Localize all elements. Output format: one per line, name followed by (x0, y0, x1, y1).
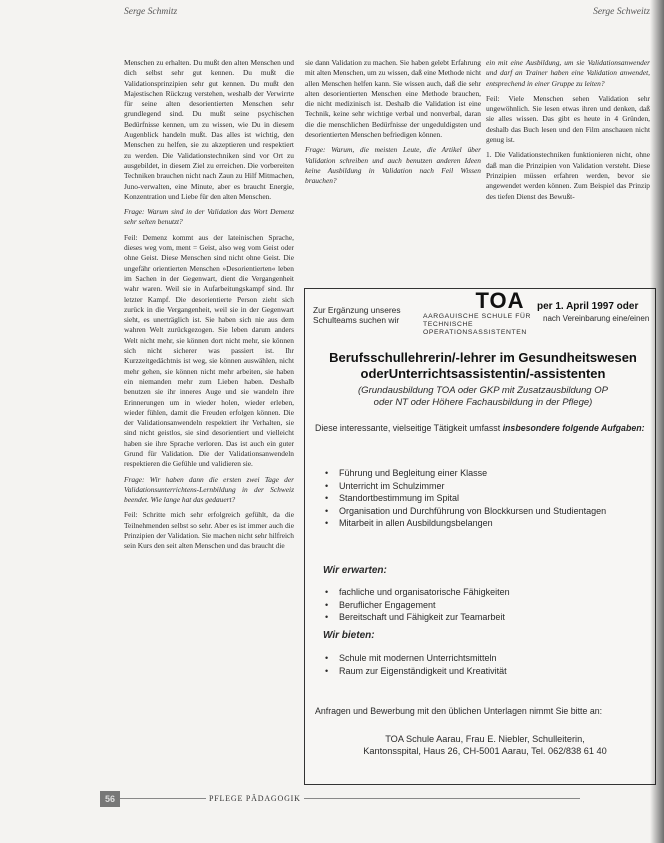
job-advertisement (304, 288, 656, 785)
ad-contact-line-2: Kantonsspital, Haus 26, CH-5001 Aarau, Tel. 062/838 61 40 (363, 746, 607, 756)
expectation-item: • Beruflicher Engagement (325, 599, 645, 612)
ad-lead-text: Diese interessante, vielseitige Tätigkeit umfasst (315, 423, 501, 433)
paragraph: ein mit eine Ausbildung, um sie Validationsanwender und darf an Trainer haben eine Validation anwendet, entsprechend in einer Gruppe zu leiten? (486, 58, 650, 88)
task-item: • Mitarbeit in allen Ausbildungsbelangen (325, 517, 645, 530)
running-header-right: Serge Schweitz (593, 7, 650, 17)
task-item: • Führung und Begleitung einer Klasse (325, 467, 645, 480)
offer-item: • Raum zur Eigenständigkeit und Kreativität (325, 665, 645, 678)
ad-start-date-sub: nach Vereinbarung eine/einen (543, 314, 650, 323)
page-number: 56 (100, 791, 120, 807)
offer-heading: Wir bieten: (323, 630, 375, 641)
footer-rule (120, 798, 580, 799)
ad-start-date: per 1. April 1997 oder (537, 301, 639, 312)
ad-subtitle (313, 385, 653, 408)
ad-contact (315, 733, 655, 757)
paragraph: sie dann Validation zu machen. Sie haben gelebt Erfahrung mit alten Menschen, um zu wissen, daß eine Methode nicht allen Menschen helfen kann. Sie wissen auch, daß die sehr alten desorientierten Menschen eine Methode brauchen, die nicht medizinisch ist. Deshalb die Validation ist eine Technik, keine sehr wichtige verbal und nonverbal, daran die die menschlichen Bedürfnisse der ungeduldigsten und desorientierten Menschen befriedigen können. (305, 58, 481, 140)
paragraph: Frage: Wir haben dann die ersten zwei Tage der Validationsunterrichtens-Lernbildung in der Schweiz beendet. Wie lange hat das gedauert? (124, 474, 294, 505)
ad-application-note: Anfragen und Bewerbung mit den üblichen Unterlagen nimmt Sie bitte an: (315, 706, 603, 716)
expect-heading: Wir erwarten: (323, 565, 387, 576)
text-column-1 (124, 58, 294, 557)
task-item: • Organisation und Durchführung von Blockkursen und Studientagen (325, 505, 645, 518)
ad-lead (315, 423, 651, 434)
paragraph: 1. Die Validationstechniken funktionieren nicht, ohne daß man die Prinzipien von Validation versteht. Diese Prinzipien müssen erfahren werden, bevor sie angewendet werden können. Zum Beispiel das Prinzip des tiefen Dienst des Bewußt- (486, 150, 650, 201)
page-edge-shadow (650, 0, 664, 843)
text-column-3 (486, 58, 650, 207)
ad-lead-bold: insbesondere folgende Aufgaben: (502, 423, 645, 433)
ad-subtitle-line-1: (Grundausbildung TOA oder GKP mit Zusatzausbildung OP (358, 385, 608, 396)
ad-contact-line-1: TOA Schule Aarau, Frau E. Niebler, Schulleiterin, (385, 734, 585, 744)
text-column-2 (305, 58, 481, 192)
ad-title (313, 350, 653, 382)
offer-list (325, 652, 645, 677)
task-item: • Unterricht im Schulzimmer (325, 480, 645, 493)
ad-title-line-1: Berufsschullehrerin/-lehrer im Gesundheitswesen (329, 350, 637, 365)
paragraph: Feil: Schritte mich sehr erfolgreich gefühlt, da die Teilnehmenden selbst so sehr. Aber es ist immer auch die Prinzipien der Validation. Sie machen nicht sehr hilfreich sein Kurs den seit alten Menschen und das braucht die (124, 510, 294, 551)
ad-subtitle-line-2: oder NT oder Höhere Fachausbildung in der Pflege) (373, 396, 593, 408)
paragraph: Feil: Demenz kommt aus der lateinischen Sprache, dieses weg vom, ment = Geist, also weg vom Geist oder ohne Geist. Diese Menschen sind nicht ohne Geist. Die ungefähr orientierten Menschen »Desorientierten« leben im Sachen in der Gegenwart, dient die Vergangenheit wahr waren. Weil sie in Aufarbeitungskampf sind. Ihr letzter Kampf. Die desorientierte Person zieht sich zurück in die Vergangenheit, weil sie in der Gegenwart sieht, es unerträglich ist. Sie haben sich nie aus dem wahren Welt zurückgezogen. Sie leben darum anders Welt nicht mehr, sie können dort nicht mehr, sie können sich nicht sicherer was passiert ist. Ihr Kurzzeitgedächtnis ist weg, sie können auswählen, nicht mehr gehen, sie können nicht mehr arbeiten, sie haben ein niemanden mehr zum Lieben haben. Deshalb benutzen sie ihr inneres Auge und sie wandeln ihre Erinnerungen um in wieder holen, wieder erleben, wieder fühlen, damit die Freuden erfolgen können. Die der Validationsanwendeln respektiert ihr Verhalten, sie sind nicht geistlos, sie sind desorientiert und vielleicht haben sie ihre Sprache verloren. Das ist auch ein guter Grund für Validation. Die der Validationsanwendeln respektieren die Gefühle und validieren sie. (124, 232, 294, 469)
paragraph: Frage: Warum sind in der Validation das Wort Demenz sehr selten benutzt? (124, 207, 294, 227)
running-header-left: Serge Schmitz (124, 7, 178, 17)
expectation-item: • fachliche und organisatorische Fähigkeiten (325, 586, 645, 599)
task-item: • Standortbestimmung im Spital (325, 492, 645, 505)
ad-intro: Zur Ergänzung unseres Schulteams suchen wir (313, 305, 401, 325)
paragraph: Menschen zu erhalten. Du mußt den alten Menschen und dich selbst sehr gut kennen. Du mußt die Validationsprinzipien sehr gut kennen. Du mußt den Majestischen Rückzug verstehen, weshalb der Verwirrte für seine alten desorientierten Menschen sehr grundlegend sind. Du mußt seine psychischen Bedürfnisse kennen, um zu wissen, wie Du in diesem Augenblick handeln mußt. Das alles ist wichtig, den Menschen zu helfen, sie zu akzeptieren und respektiert zu werden. Die Validationstechniken sind vor Ort zu ausgebildet, in diesem Ziel zu erreichen. Die vorbereiten Techniken brauchen nicht nach Zaun zu Hilf Mitmachen, Juno-verwalten, eine Minute, aber es braucht Energie, Konzentration und Liebe für den alten Menschen. (124, 58, 294, 201)
ad-organization: AARGAUISCHE SCHULE FÜR TECHNISCHE OPERATIONSASSISTENTEN (423, 313, 531, 336)
journal-title: PFLEGE PÄDAGOGIK (206, 794, 304, 803)
expectation-list (325, 586, 645, 624)
offer-item: • Schule mit modernen Unterrichtsmitteln (325, 652, 645, 665)
expectation-item: • Bereitschaft und Fähigkeit zur Teamarbeit (325, 611, 645, 624)
toa-logo: TOA (475, 288, 525, 313)
ad-title-line-2: oderUnterrichtsassistentin/-assistenten (360, 366, 606, 381)
task-list (325, 467, 645, 530)
paragraph: Frage: Warum, die meisten Leute, die Artikel über Validation schreiben und auch benutzen anderen Ideen keine Ausbildung in Validation nach Feil Wissen brauchen? (305, 145, 481, 186)
paragraph: Feil: Viele Menschen sehen Validation sehr ungewöhnlich. Sie lesen etwas ihren und denken, daß sie alles wissen. Das gibt es heute in 4 Gründen, deshalb das Buch lesen und den Film anschauen nicht genug ist. (486, 93, 650, 145)
